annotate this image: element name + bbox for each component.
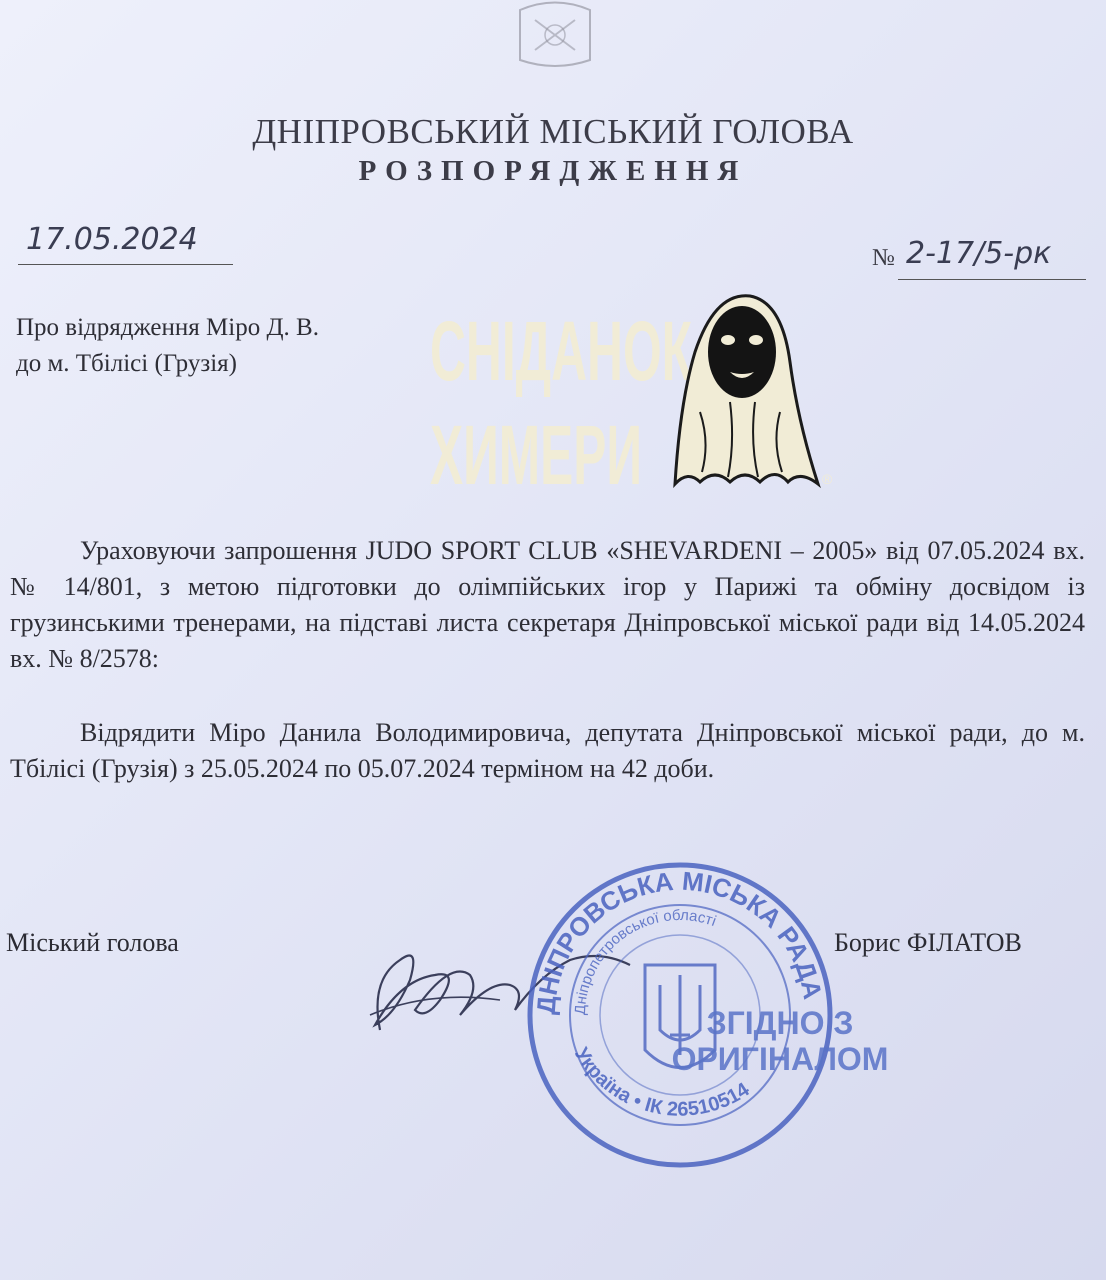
subject-line-1: Про відрядження Міро Д. В. bbox=[16, 314, 319, 341]
subject-line-2: до м. Тбілісі (Грузія) bbox=[16, 350, 237, 377]
date-underline bbox=[18, 264, 233, 265]
document-number: 2-17/5-рк bbox=[906, 236, 1052, 271]
stamp-inner-text: Дніпропетровської області bbox=[571, 906, 719, 1016]
document-type: РОЗПОРЯДЖЕННЯ bbox=[358, 155, 748, 187]
stamp-bottom-text: Україна • ІК 26510514 bbox=[569, 1043, 754, 1121]
signer-name: Борис ФІЛАТОВ bbox=[834, 928, 1022, 957]
document-date: 17.05.2024 bbox=[26, 222, 198, 257]
copy-stamp-line-1: ЗГІДНО З bbox=[706, 1005, 854, 1041]
signer-position: Міський голова bbox=[6, 928, 179, 957]
logo-line-1: СНІДАНОК bbox=[430, 304, 693, 398]
copy-stamp-line-2: ОРИГІНАЛОМ bbox=[671, 1041, 889, 1077]
number-underline bbox=[898, 279, 1086, 280]
number-prefix: № bbox=[872, 245, 895, 271]
watermark-logo bbox=[430, 292, 840, 488]
logo-line-2: ХИМЕРИ bbox=[430, 408, 642, 488]
ghost-mascot-icon bbox=[675, 296, 818, 484]
certified-copy-stamp bbox=[665, 1005, 895, 1077]
body-paragraph-1: Ураховуючи запрошення JUDO SPORT CLUB «SHEVARDENI – 2005» від 07.05.2024 вх. № 14/801, з метою підготовки до олімпійських ігор у Парижі та обміну досвідом із грузинськими тренерами, на підставі листа секретаря Дніпровської міської ради від 14.05.2024 вх. № 8/2578: bbox=[10, 536, 1085, 673]
stamp-outer-text: ДНІПРОВСЬКА МІСЬКА РАДА bbox=[530, 865, 829, 1016]
registered-mark: ® bbox=[822, 471, 833, 487]
issuer-title: ДНІПРОВСЬКИЙ МІСЬКИЙ ГОЛОВА bbox=[252, 112, 854, 151]
body-paragraph-2: Відрядити Міро Данила Володимировича, депутата Дніпровської міської ради, до м. Тбілісі (Грузія) з 25.05.2024 по 05.07.2024 терміном на 42 доби. bbox=[10, 718, 1085, 783]
city-emblem-icon bbox=[500, 0, 610, 70]
